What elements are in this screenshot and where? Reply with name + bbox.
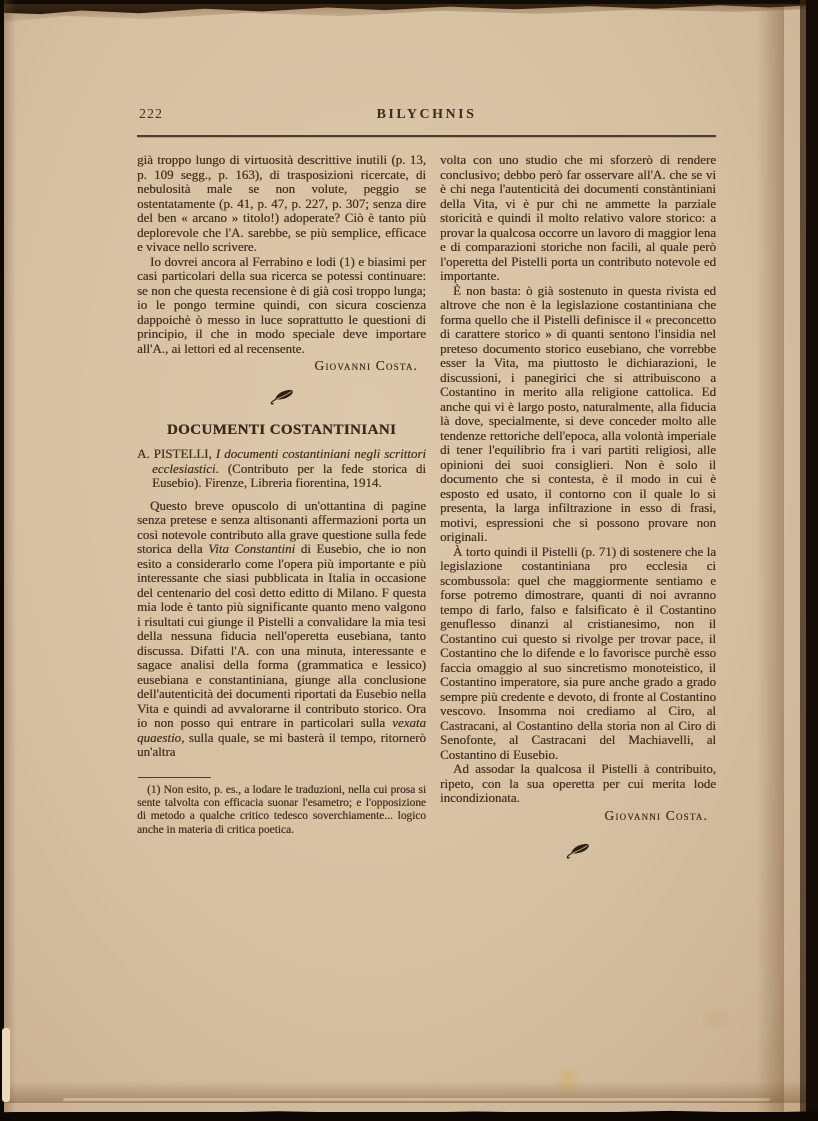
footnote-text: (1) Non esito, p. es., a lodare le traduzioni, nella cui prosa si sente talvolta con efficacia suonar l'esametro; e l'opposizione di metodo a qualche critico tedesco soverchiamente... logico anche in materia di critica poetica.: [137, 784, 426, 836]
bottom-page-edge: [63, 1098, 770, 1101]
paper-stain: [691, 999, 741, 1039]
paragraph: Ad assodar la qualcosa il Pistelli à contribuito, ripeto, con la sua operetta per cui merita lode incondizionata.: [440, 761, 716, 805]
paragraph: È non basta: ò già sostenuto in questa rivista ed altrove che non è la legislazione costantiniana che forma quello che il Pistelli definisce il « preconcetto di carattere storico » di quanti sentono l'insidia nel preteso documento storico eusebiano, che vorrebbe esser la Vita, ma piuttosto le dichiarazioni, le discussioni, i panegirici che si attribuiscono a Costantino in merito alla religione cattolica. Ed anche qui vi è largo posto, naturalmente, alla fiducia là dove, specialmente, si deve conceder molto alle tendenze rettoriche dell'epoca, alla volontà imperiale di tener l'equilibrio fra i vari partiti religiosi, alle opinioni dei suoi consiglieri. Non è solo il documento che si contesta, è il modo in cui è esposto ed usato, il contorno con il quale lo si presenta, la larga infiltrazione in esso di frasi, motivi, espressioni che si possono provare non originali.: [440, 282, 716, 544]
paragraph: Questo breve opuscolo di un'ottantina di pagine senza pretese e senza altisonanti affermazioni porta un così notevole contributo alla grave questione sulla fede storica della Vita Constantini di Eusebio, che io non esito a considerarlo come l'opera più importante e più interessante che siasi pubblicata in Italia in occasione del centenario del così detto editto di Milano. F questa mia lode è tanto più significante quanto meno valgono i risultati cui giunge il Pistelli a convalidare la mia tesi della nessuna fiducia nell'operetta eusebiana, tanto discussa. Difatti l'A. con una minuta, interessante e sagace analisi della forma (grammatica e lessico) eusebiana e constantiniana, giunge alla conclusione dell'autenticità dei documenti riportati da Eusebio nella Vita e quindi ad avvalorarne il contributo storico. Ora io non posso qui entrare in particolari sulla vexata quaestio, sulla quale, se mi basterà il tempo, ritornerò un'altra: [137, 497, 426, 759]
paragraph: già troppo lungo di virtuosità descrittive inutili (p. 13, p. 109 segg., p. 163), di trasposizioni ricercate, di nebulosità male se non volute, peggio se ostentatamente (p. 41, p. 47, p. 227, p. 307; senza dire del ben « arcano » titolo!) adoperate? Ciò è tanto più deplorevole che l'A. sarebbe, se più semplice, efficace e vivace nello scrivere.: [137, 152, 426, 254]
right-page-shadow: [756, 4, 784, 1112]
section-heading: DOCUMENTI COSTANTINIANI: [166, 421, 397, 438]
right-column: [440, 153, 716, 864]
author-signature: Giovanni Costa.: [604, 807, 708, 823]
text-columns: [137, 153, 716, 864]
right-scan-border: [806, 0, 818, 1121]
leaf-ornament-icon: [564, 841, 592, 860]
page-number: 222: [139, 107, 163, 122]
paragraph: Io dovrei ancora al Ferrabino e lodi (1) e biasimi per casi particolari della sua ricerca se potessi continuare: se non che questa recensione è di già così troppo lunga; io le pongo termine quindi, con sicura coscienza dappoichè ò messo in luce soprattutto le questioni di principio, il che in modo speciale deve importare all'A., ai lettori ed al recensente.: [137, 253, 426, 356]
footnote-rule: [138, 777, 211, 779]
journal-title: BILYCHNIS: [376, 107, 477, 122]
underlying-page-edge: [2, 1028, 10, 1102]
page-content: [137, 107, 716, 864]
left-column: [137, 153, 426, 864]
left-page-shadow: [4, 0, 16, 1121]
author-signature: Giovanni Costa.: [314, 358, 418, 373]
running-header: [137, 107, 716, 127]
footnote-block: [137, 777, 426, 837]
header-rule: [137, 135, 716, 137]
leaf-ornament-icon: [268, 387, 296, 406]
bibliography-entry: A. PISTELLI, I documenti costantiniani negli scrittori ecclesiastici. (Contributo per la fede storica di Eusebio). Firenze, Libreria fiorentina, 1914.: [137, 446, 426, 490]
paragraph: À torto quindi il Pistelli (p. 71) di sostenere che la legislazione costantiniana pro ecclesia ci scombussola: quel che maggiormente sentiamo e forse potremo dimostrare, quanti di noi avranno tempo di farlo, falso e falsificato è il Costantino genuflesso dinanzi al cristianesimo, non il Costantino cui questo si rivolge per trovar pace, il Costantino che lo difende e lo favorisce purchè esso faccia omaggio al suo sincretismo monoteistico, il Costantino imperatore, sia pure anche grado a grado sempre più credente e devoto, di fronte al Costantino vescovo. Insomma noi crediamo al Ciro, al Castracani, al Costantino della storia non al Ciro di Senofonte, al Castracani del Machiavelli, al Costantino di Eusebio.: [440, 543, 716, 762]
paragraph: volta con uno studio che mi sforzerò di rendere conclusivo; debbo però far osservare all'A. che se vi è chi nega l'autenticità dei documenti constàntiniani della Vita, vi è pur chi ne ammette la parziale storicità e quindi il molto relativo valore storico: a provar la qualcosa occorre un lavoro di maggior lena e di comparazioni storiche non facili, al quale però l'operetta del Pistelli porta un contributo notevole ed importante.: [440, 152, 716, 283]
paper-sheet: [3, 4, 810, 1112]
